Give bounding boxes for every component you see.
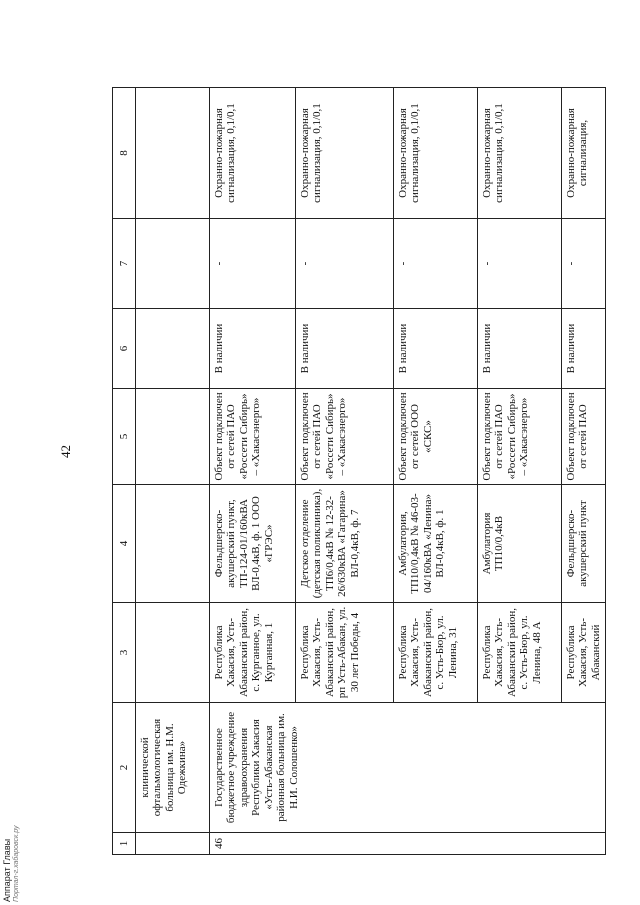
facility-cell: Фельдшерско-акушерский пункт, ТП-124-01/160кВА ВЛ-0,4кВ, ф. 1 ООО «ГРЭС»: [210, 485, 296, 603]
facilities-table: [112, 87, 606, 855]
column-number: 6: [113, 309, 136, 389]
address-cell: Республика Хакасия, Усть-Абаканский район, рп Усть-Абакан, ул. 30 лет Победы, 4: [296, 603, 394, 703]
address-cell: Республика Хакасия, Усть-Абаканский: [562, 603, 606, 703]
column-8-cell: [136, 88, 210, 219]
address-cell: [136, 603, 210, 703]
availability-cell: В наличии: [394, 309, 478, 389]
column-number-row: [113, 88, 136, 855]
column-number: 3: [113, 603, 136, 703]
column-7-cell: -: [478, 219, 562, 309]
column-7-cell: -: [394, 219, 478, 309]
connection-cell: Объект подключен от сетей ПАО «Россети Сибирь» – «Хакасэнерго»: [296, 389, 394, 485]
facility-cell: Амбулатория ТП10/0,4кВ: [478, 485, 562, 603]
facility-cell: Фельдшерско-акушерский пункт: [562, 485, 606, 603]
row-number-cell: 46: [210, 833, 606, 855]
availability-cell: В наличии: [210, 309, 296, 389]
column-number: 5: [113, 389, 136, 485]
institution-name-cell: Государственное бюджетное учреждение здравоохранения Республики Хакасия «Усть-Абаканская районная больница им. Н.И. Солошенко»: [210, 703, 606, 833]
row-number-cell: [136, 833, 210, 855]
table-row: [210, 88, 296, 855]
availability-cell: В наличии: [296, 309, 394, 389]
connection-cell: [136, 389, 210, 485]
column-8-cell: Охранно-пожарная сигнализация, 0,1/0,1: [210, 88, 296, 219]
column-8-cell: Охранно-пожарная сигнализация,: [562, 88, 606, 219]
column-number: 7: [113, 219, 136, 309]
table-container: [112, 88, 602, 855]
availability-cell: В наличии: [562, 309, 606, 389]
signature-stamp: [3, 826, 21, 902]
column-7-cell: [136, 219, 210, 309]
availability-cell: [136, 309, 210, 389]
address-cell: Республика Хакасия, Усть-Абаканский район, с. Усть-Бюр, ул. Ленина, 48 А: [478, 603, 562, 703]
table-row-continued: [136, 88, 210, 855]
column-8-cell: Охранно-пожарная сигнализация, 0,1/0,1: [296, 88, 394, 219]
column-number: 8: [113, 88, 136, 219]
column-7-cell: -: [210, 219, 296, 309]
availability-cell: В наличии: [478, 309, 562, 389]
page-number: 42: [58, 445, 73, 458]
column-8-cell: Охранно-пожарная сигнализация, 0,1/0,1: [394, 88, 478, 219]
facility-cell: Амбулатория, ТП10/0,4кВ № 46-03-04/160кВА «Ленина» ВЛ-0,4кВ, ф. 1: [394, 485, 478, 603]
column-7-cell: -: [562, 219, 606, 309]
facility-cell: [136, 485, 210, 603]
column-number: 2: [113, 703, 136, 833]
signature-line-1: Аппарат Главы: [2, 838, 12, 902]
connection-cell: Объект подключен от сетей ПАО: [562, 389, 606, 485]
column-8-cell: Охранно-пожарная сигнализация, 0,1/0,1: [478, 88, 562, 219]
column-number: 1: [113, 833, 136, 855]
address-cell: Республика Хакасия, Усть-Абаканский район, с. Усть-Бюр, ул. Ленина, 31: [394, 603, 478, 703]
signature-line-2: Портал-г.хабаровск.ру: [12, 825, 20, 902]
connection-cell: Объект подключен от сетей ПАО «Россети Сибирь» – «Хакасэнерго»: [478, 389, 562, 485]
address-cell: Республика Хакасия, Усть-Абаканский район, с. Курганное, ул. Курганная, 1: [210, 603, 296, 703]
connection-cell: Объект подключен от сетей ПАО «Россети Сибирь» – «Хакасэнерго»: [210, 389, 296, 485]
connection-cell: Объект подключен от сетей ООО «СКС»: [394, 389, 478, 485]
institution-name-cell: клинической офтальмологическая больница им. Н.М. Одежкина»: [136, 703, 210, 833]
facility-cell: Детское отделение (детская поликлиника), ТП6/0,4кВ № 12-32-26/630кВА «Гагарина» ВЛ-0,4кВ, ф. 7: [296, 485, 394, 603]
column-number: 4: [113, 485, 136, 603]
column-7-cell: -: [296, 219, 394, 309]
